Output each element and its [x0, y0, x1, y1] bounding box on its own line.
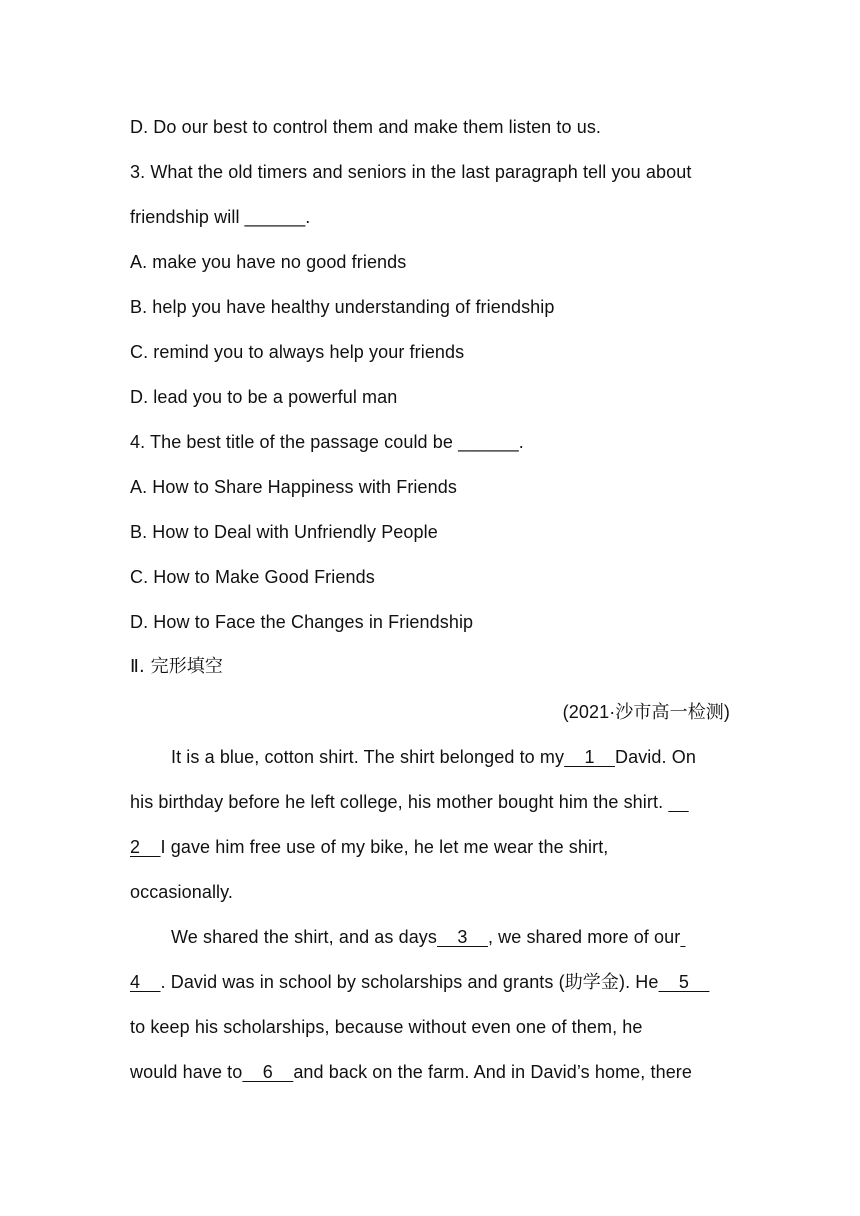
q3-stem-line1: 3. What the old timers and seniors in the last paragraph tell you about [130, 162, 692, 182]
cloze-p2-line3: to keep his scholarships, because without even one of them, he [130, 1017, 643, 1037]
source-note: (2021·沙市高一检测) [562, 702, 730, 722]
cloze-text: It is a blue, cotton shirt. The shirt belonged to my [171, 747, 565, 767]
cloze-p2-line4 [130, 1061, 692, 1083]
cloze-text: would have to [130, 1062, 243, 1082]
cloze-p2-line2 [130, 971, 709, 993]
cloze-text: and back on the farm. And in David’s home, there [293, 1062, 693, 1082]
blank-2-end: 2 [130, 837, 161, 857]
cloze-text: We shared the shirt, and as days [171, 927, 438, 947]
q4-option-a: A. How to Share Happiness with Friends [130, 477, 457, 497]
cloze-p1-line3 [130, 836, 608, 858]
cloze-text: his birthday before he left college, his mother bought him the shirt. [130, 792, 669, 812]
cloze-p1-line4: occasionally. [130, 882, 234, 902]
cloze-text: David. On [615, 747, 696, 767]
cloze-text: , we shared more of our [487, 927, 681, 947]
blank-4-start [680, 926, 685, 948]
cloze-text: I gave him free use of my bike, he let me wear the shirt, [160, 837, 609, 857]
q4-option-c: C. How to Make Good Friends [130, 567, 375, 587]
section-heading-cloze: Ⅱ. 完形填空 [130, 656, 224, 677]
blank-3: 3 [437, 927, 488, 947]
blank-2-start [668, 791, 688, 813]
cloze-p1-line1 [171, 746, 696, 768]
q4-option-b: B. How to Deal with Unfriendly People [130, 522, 438, 542]
q3-stem-line2: friendship will ______. [130, 207, 311, 227]
q2-option-d: D. Do our best to control them and make them listen to us. [130, 117, 602, 137]
cloze-p1-line2 [130, 791, 689, 813]
q3-option-b: B. help you have healthy understanding of friendship [130, 297, 555, 317]
q3-option-d: D. lead you to be a powerful man [130, 387, 398, 407]
blank-6: 6 [242, 1062, 294, 1082]
q3-option-c: C. remind you to always help your friends [130, 342, 465, 362]
q4-option-d: D. How to Face the Changes in Friendship [130, 612, 474, 632]
blank-5: 5 [658, 972, 710, 992]
cloze-p2-line1 [171, 926, 685, 948]
q3-option-a: A. make you have no good friends [130, 252, 407, 272]
blank-1: 1 [564, 747, 615, 767]
blank-4-end: 4 [130, 972, 161, 992]
q4-stem: 4. The best title of the passage could be ______. [130, 432, 524, 452]
cloze-text: . David was in school by scholarships and grants (助学金). He [160, 972, 659, 992]
